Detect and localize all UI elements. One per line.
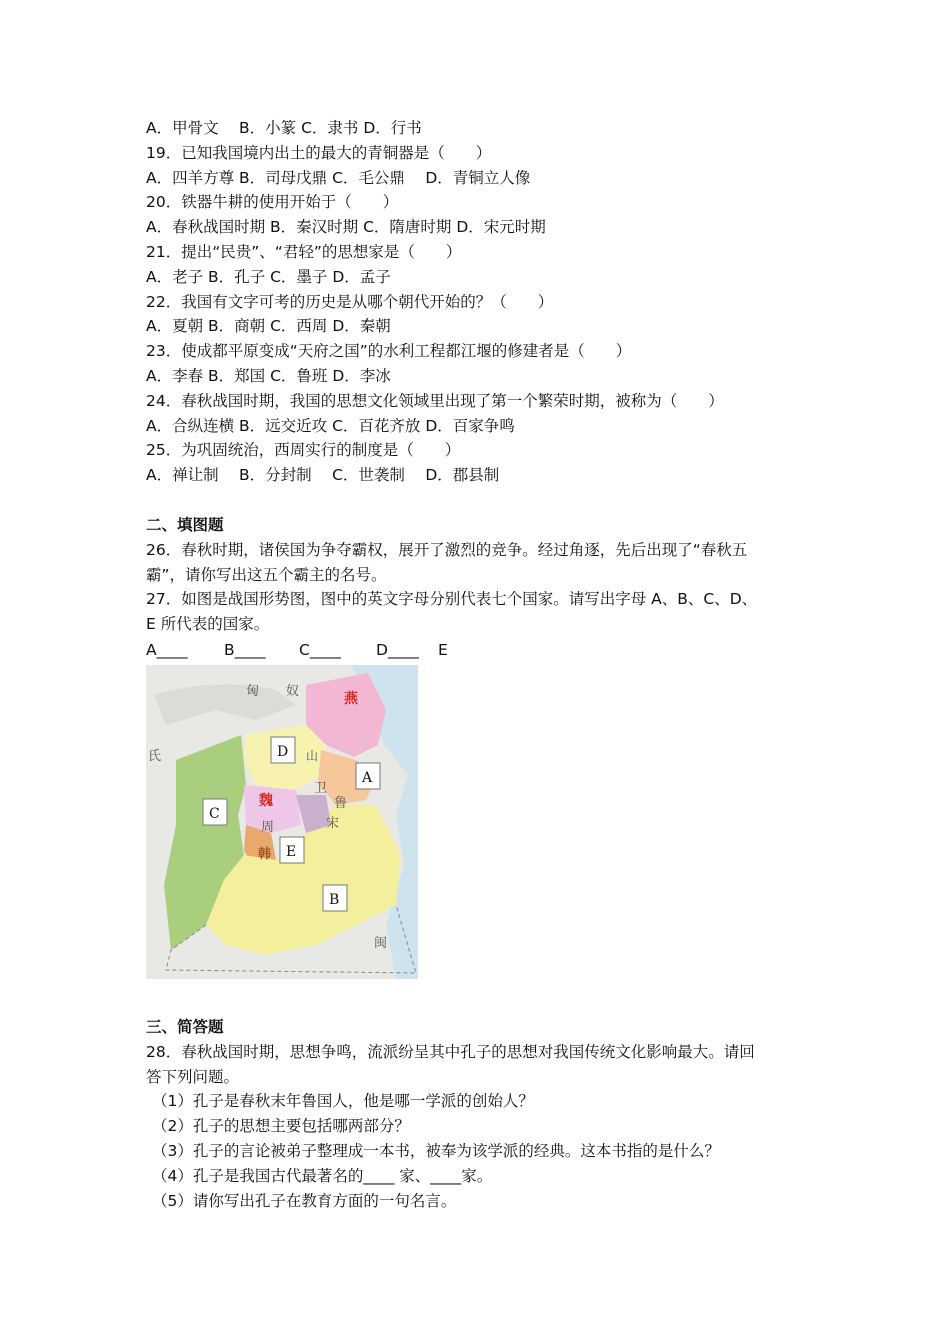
question-line: A．四羊方尊 B．司母戊鼎 C．毛公鼎 D．青铜立人像	[146, 168, 531, 187]
short-answer-section	[146, 1015, 826, 1213]
map-question-section	[146, 513, 826, 979]
box-label-e: E	[286, 843, 297, 860]
question-line: 22．我国有文字可考的历史是从哪个朝代开始的？（ ）	[146, 292, 554, 311]
question-line: A．春秋战国时期 B．秦汉时期 C．隋唐时期 D．宋元时期	[146, 218, 546, 237]
question-line: 25．为巩固统治，西周实行的制度是（ ）	[146, 441, 461, 460]
box-label-b: B	[329, 891, 340, 908]
box-label-d: D	[277, 743, 289, 760]
map-label-wei: 魏	[259, 792, 273, 809]
exam-page	[146, 116, 826, 1213]
question-line: 19．已知我国境内出土的最大的青铜器是（ ）	[146, 143, 492, 162]
map-label-han: 韩	[258, 846, 272, 862]
question-line: A．老子 B．孔子 C．墨子 D．孟子	[146, 267, 391, 286]
map-label-song: 宋	[326, 815, 340, 831]
map-label-min: 闽	[374, 935, 388, 951]
section-heading: 二、填图题	[146, 515, 224, 534]
question-line: 28．春秋战国时期，思想争鸣，流派纷呈其中孔子的思想对我国传统文化影响最大。请回	[146, 1042, 755, 1061]
question-line: A．夏朝 B．商朝 C．西周 D．秦朝	[146, 317, 391, 336]
section-heading: 三、简答题	[146, 1017, 224, 1036]
question-line: A．李春 B．郑国 C．鲁班 D．李冰	[146, 366, 391, 385]
question-line: 20．铁器牛耕的使用开始于（ ）	[146, 193, 399, 212]
blank-d: D____	[376, 640, 419, 659]
blank-a: A____	[146, 640, 188, 659]
multiple-choice-section	[146, 116, 826, 488]
sub-question: （3）孔子的言论被弟子整理成一本书，被奉为该学派的经典。这本书指的是什么？	[152, 1141, 720, 1160]
sub-question: （5）请你写出孔子在教育方面的一句名言。	[152, 1191, 457, 1210]
map-label-shi: 氏	[148, 748, 162, 764]
answer-blanks	[146, 637, 826, 663]
question-line: A．甲骨文 B．小篆 C．隶书 D．行书	[146, 119, 422, 137]
box-label-a: A	[362, 769, 373, 786]
sub-question: （1）孔子是春秋末年鲁国人，他是哪一学派的创始人？	[152, 1092, 534, 1111]
question-line: 23．使成都平原变成“天府之国”的水利工程都江堰的修建者是（ ）	[146, 342, 632, 361]
sub-question: （4）孔子是我国古代最著名的____ 家、____家。	[152, 1166, 493, 1185]
blank-c: C____	[299, 640, 341, 659]
question-line: 21．提出“民贵”、“君轻”的思想家是（ ）	[146, 242, 462, 261]
map-label-wei2: 卫	[314, 780, 328, 796]
map-label-xiongnu2: 奴	[286, 683, 300, 699]
map-label-shan: 山	[306, 748, 319, 763]
map-label-yan: 燕	[344, 690, 358, 707]
question-line: 26．春秋时期，诸侯国为争夺霸权，展开了激烈的竞争。经过角逐，先后出现了“春秋五	[146, 540, 748, 559]
warring-states-map	[146, 665, 418, 979]
map-graphic	[146, 665, 418, 979]
map-label-xiongnu1: 匈	[246, 683, 260, 699]
sub-question: （2）孔子的思想主要包括哪两部分？	[152, 1117, 410, 1136]
question-line: A．禅让制 B．分封制 C．世袭制 D．郡县制	[146, 466, 500, 485]
blank-b: B____	[224, 640, 266, 659]
question-line: 27．如图是战国形势图，图中的英文字母分别代表七个国家。请写出字母 A、B、C、D、	[146, 590, 758, 609]
question-line: A．合纵连横 B．远交近攻 C．百花齐放 D．百家争鸣	[146, 416, 515, 435]
question-line: E 所代表的国家。	[146, 615, 270, 634]
map-label-lu: 鲁	[334, 795, 348, 811]
question-line: 答下列问题。	[146, 1067, 240, 1086]
map-label-zhou: 周	[261, 819, 275, 835]
box-label-c: C	[209, 805, 220, 822]
question-line: 霸”，请你写出这五个霸主的名号。	[146, 565, 387, 584]
question-line: 24．春秋战国时期，我国的思想文化领域里出现了第一个繁荣时期，被称为（ ）	[146, 391, 724, 410]
blank-e: E	[438, 640, 448, 659]
